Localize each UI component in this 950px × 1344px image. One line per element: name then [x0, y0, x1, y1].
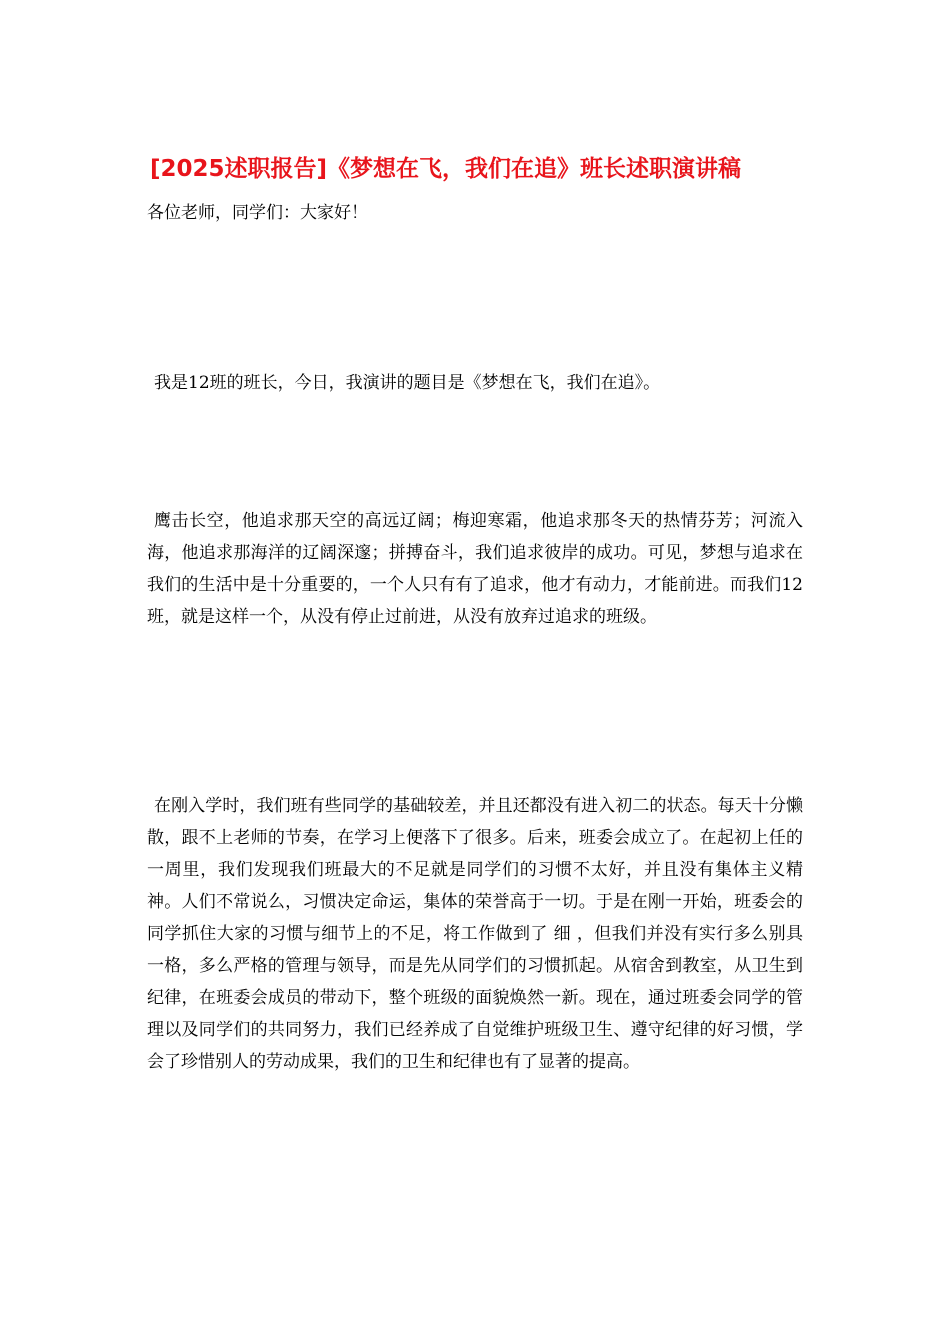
paragraph-dream: 鹰击长空，他追求那天空的高远辽阔；梅迎寒霜，他追求那冬天的热情芬芳；河流入海，他追求那海洋的辽阔深邃；拼搏奋斗，我们追求彼岸的成功。可见，梦想与追求在我们的生活中是十分重要的，一个人只有有了追求，他才有动力，才能前进。而我们12班，就是这样一个，从没有停止过前进，从没有放弃过追求的班级。: [147, 511, 803, 627]
paragraph-intro: 我是12班的班长，今日，我演讲的题目是《梦想在飞，我们在追》。: [154, 373, 661, 393]
greeting-line: 各位老师，同学们：大家好！: [147, 203, 368, 223]
document-title: [2025述职报告]《梦想在飞，我们在追》班长述职演讲稿: [150, 156, 742, 182]
paragraph-class-progress: 在刚入学时，我们班有些同学的基础较差，并且还都没有进入初二的状态。每天十分懒散，跟不上老师的节奏，在学习上便落下了很多。后来，班委会成立了。在起初上任的一周里，我们发现我们班最大的不足就是同学们的习惯不太好，并且没有集体主义精神。人们不常说么，习惯决定命运，集体的荣誉高于一切。于是在刚一开始，班委会的同学抓住大家的习惯与细节上的不足，将工作做到了 细 ，但我们并没有实行多么别具一格，多么严格的管理与领导，而是先从同学们的习惯抓起。从宿舍到教室，从卫生到纪律，在班委会成员的带动下，整个班级的面貌焕然一新。现在，通过班委会同学的管理以及同学们的共同努力，我们已经养成了自觉维护班级卫生、遵守纪律的好习惯，学会了珍惜别人的劳动成果，我们的卫生和纪律也有了显著的提高。: [147, 796, 803, 1072]
